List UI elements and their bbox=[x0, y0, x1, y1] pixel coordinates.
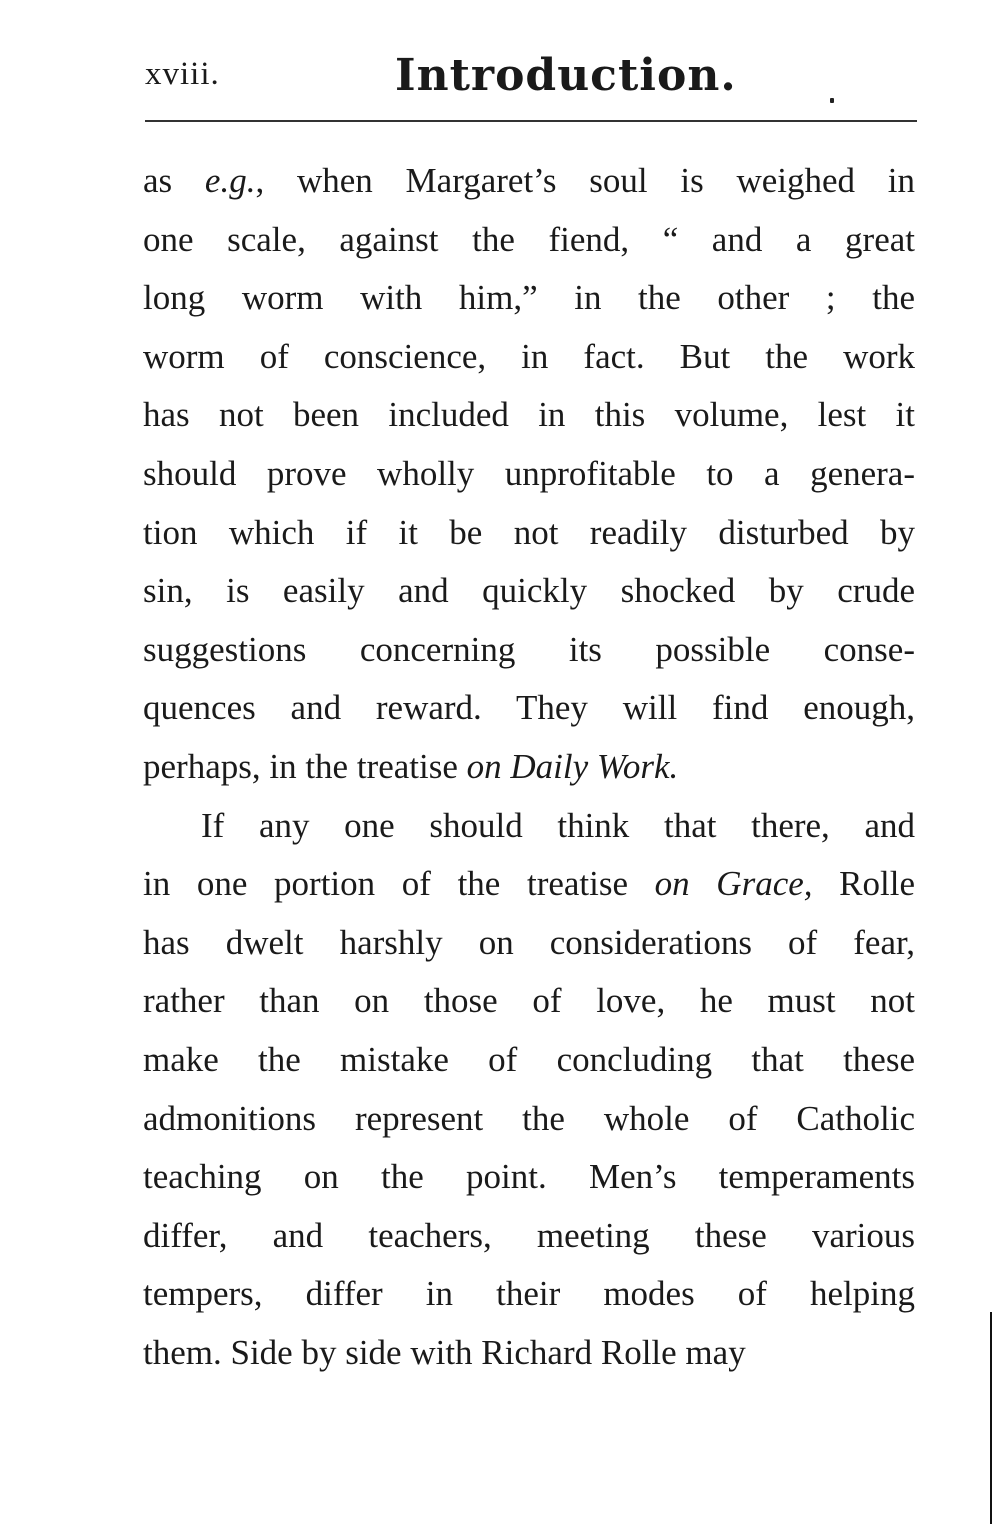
text-line: has dwelt harshly on considerations of fear, bbox=[143, 922, 915, 962]
italic-title: on Grace, bbox=[654, 864, 813, 904]
text-line: If any one should think that there, and bbox=[201, 805, 915, 845]
text-line: has not been included in this volume, lest it bbox=[143, 395, 915, 435]
text-line: differ, and teachers, meeting these various bbox=[143, 1215, 915, 1255]
text-line: worm of conscience, in fact. But the work bbox=[143, 336, 915, 376]
scan-edge-mark bbox=[990, 1312, 992, 1524]
header-ink-dot bbox=[830, 98, 834, 103]
body-text bbox=[143, 152, 915, 1382]
text-line: suggestions concerning its possible conse- bbox=[143, 629, 915, 669]
running-head-title: Introduction. bbox=[395, 50, 737, 101]
running-head bbox=[145, 52, 915, 112]
text-line: quences and reward. They will find enough, bbox=[143, 688, 915, 728]
text-line: tempers, differ in their modes of helping bbox=[143, 1274, 915, 1314]
text-line: perhaps, in the treatise on Daily Work. bbox=[143, 746, 679, 786]
text-line: long worm with him,” in the other ; the bbox=[143, 278, 915, 318]
text-line: tion which if it be not readily disturbed by bbox=[143, 512, 915, 552]
text-line: admonitions represent the whole of Catholic bbox=[143, 1098, 915, 1138]
text-line: teaching on the point. Men’s temperaments bbox=[143, 1157, 915, 1197]
italic-title: on Daily Work. bbox=[466, 746, 679, 786]
text-line: as e.g., when Margaret’s soul is weighed in bbox=[143, 161, 916, 200]
italic-title: e.g. bbox=[204, 161, 256, 200]
text-line: should prove wholly unprofitable to a genera- bbox=[143, 453, 915, 493]
text-line: in one portion of the treatise on Grace, Rolle bbox=[143, 864, 915, 904]
page-number: xviii. bbox=[145, 56, 220, 92]
text-line: rather than on those of love, he must not bbox=[143, 981, 915, 1021]
text-line: make the mistake of concluding that these bbox=[143, 1039, 915, 1079]
text-line: one scale, against the fiend, “ and a great bbox=[143, 219, 915, 259]
text-line: sin, is easily and quickly shocked by crude bbox=[143, 571, 915, 611]
text-line: them. Side by side with Richard Rolle may bbox=[143, 1332, 746, 1372]
header-rule bbox=[145, 120, 917, 122]
